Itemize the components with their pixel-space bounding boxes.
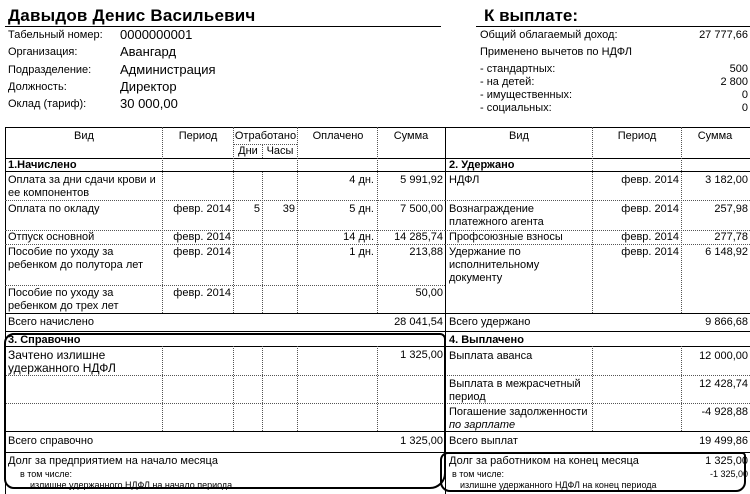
company-debt-label: Долг за предприятием на начало месяца: [8, 455, 218, 467]
totals1-bottom-border: [5, 331, 750, 332]
worked-header-divider: [234, 144, 297, 145]
company-debt-sub-detail: излишне удержанного НДФЛ на начало периода: [30, 480, 233, 490]
col-sep-days: [262, 171, 263, 313]
accrued-row-paid: 14 дн.: [343, 231, 374, 243]
withheld-row-kind: Вознаграждение платежного агента: [449, 203, 544, 228]
withheld-total-label: Всего удержано: [449, 316, 531, 328]
section-accrued-title: 1.Начислено: [8, 159, 77, 171]
company-debt-sub: в том числе:: [20, 469, 72, 479]
paid-row-sum: 12 428,74: [699, 378, 748, 390]
accrued-total-label: Всего начислено: [8, 316, 94, 328]
field-label-salary: Оклад (тариф):: [8, 98, 87, 110]
withheld-row-period: февр. 2014: [621, 246, 679, 258]
withheld-row-period: февр. 2014: [621, 231, 679, 243]
field-value-org: Авангард: [120, 44, 177, 59]
accrued-row-paid: 1 дн.: [349, 246, 374, 258]
paid-row-sum: -4 928,88: [701, 406, 748, 418]
withheld-row-kind: Профсоюзные взносы: [449, 231, 563, 243]
section1-title-border: [5, 171, 750, 172]
withheld-row-sum: 6 148,92: [705, 246, 748, 258]
section-paid-title: 4. Выплачено: [449, 334, 524, 346]
accrued-row-paid: 4 дн.: [349, 174, 374, 186]
reference-total-label: Всего справочно: [8, 435, 94, 447]
paid-row-kind-sub: по зарплате: [449, 419, 516, 431]
paid-row-sum: 12 000,00: [699, 350, 748, 362]
col-sep-sum-right: [681, 127, 682, 313]
col-sep-period-right: [592, 127, 593, 313]
withheld-row-kind: Удержание по исполнительному документу: [449, 246, 540, 284]
field-value-position: Директор: [120, 79, 177, 94]
reference-row-sum: 1 325,00: [400, 349, 443, 361]
row-divider: [5, 200, 445, 201]
header-sum-right: Сумма: [697, 130, 733, 142]
withheld-row-period: февр. 2014: [621, 174, 679, 186]
section-withheld-title: 2. Удержано: [449, 159, 515, 171]
paid-row-kind: Выплата аванса: [449, 350, 533, 362]
accrued-row-period: февр. 2014: [173, 203, 231, 215]
accrued-row-kind: Оплата по окладу: [8, 203, 100, 215]
field-label-org: Организация:: [8, 46, 78, 58]
accrued-row-sum: 14 285,74: [394, 231, 443, 243]
field-value-dept: Администрация: [120, 62, 216, 77]
field-label-position: Должность:: [8, 81, 67, 93]
withheld-total-value: 9 866,68: [705, 316, 748, 328]
withheld-row-sum: 277,78: [714, 231, 748, 243]
accrued-row-kind: Оплата за дни сдачи крови и ее компонентов: [8, 174, 156, 199]
header-paid: Оплачено: [312, 130, 364, 142]
header-worked: Отработано: [234, 130, 297, 142]
paid-row-kind: Выплата в межрасчетный период: [449, 378, 581, 403]
withheld-row-period: февр. 2014: [621, 203, 679, 215]
row-divider: [445, 200, 750, 201]
deduction-standard-label: - стандартных:: [480, 63, 556, 75]
accrued-row-sum: 50,00: [415, 287, 443, 299]
totals1-border: [5, 313, 750, 314]
row-divider: [445, 375, 750, 376]
accrued-row-period: февр. 2014: [173, 246, 231, 258]
row-divider: [5, 285, 445, 286]
employee-debt-label: Долг за работником на конец месяца: [449, 455, 639, 467]
accrued-row-sum: 213,88: [409, 246, 443, 258]
highlight-employee-debt: [440, 452, 746, 492]
col-sep-period-right: [592, 346, 593, 431]
name-underline: [5, 26, 441, 27]
reference-total-value: 1 325,00: [400, 435, 443, 447]
deduction-social-label: - социальных:: [480, 102, 552, 114]
header-period-right: Период: [617, 130, 657, 142]
accrued-row-hours: 39: [282, 203, 295, 215]
reference-row-kind: Зачтено излишне удержанного НДФЛ: [8, 348, 116, 375]
withheld-row-sum: 257,98: [714, 203, 748, 215]
field-label-tabnum: Табельный номер:: [8, 29, 103, 41]
paid-row-kind: Погашение задолженности: [449, 406, 588, 418]
employee-debt-sub: в том числе:: [452, 469, 504, 479]
accrued-row-sum: 5 991,92: [400, 174, 443, 186]
taxable-value: 27 777,66: [699, 29, 748, 41]
row-divider: [445, 244, 750, 245]
accrued-row-period: февр. 2014: [173, 287, 231, 299]
paid-total-value: 19 499,86: [699, 435, 748, 447]
field-label-dept: Подразделение:: [8, 64, 92, 76]
header-sum: Сумма: [393, 130, 429, 142]
employee-debt-value: 1 325,00: [705, 455, 748, 467]
employee-debt-sub-value: -1 325,00: [709, 469, 748, 479]
header-period: Период: [178, 130, 218, 142]
deduction-property-label: - имущественных:: [480, 89, 573, 101]
accrued-row-paid: 5 дн.: [349, 203, 374, 215]
worked-days-divider: [262, 144, 263, 158]
field-value-salary: 30 000,00: [120, 96, 178, 111]
deduction-social-value: 0: [741, 102, 748, 114]
header-kind-right: Вид: [509, 130, 529, 142]
accrued-row-kind: Пособие по уходу за ребенком до трех лет: [8, 287, 119, 312]
deduction-property-value: 0: [741, 89, 748, 101]
header-days: Дни: [238, 145, 258, 157]
field-value-tabnum: 0000000001: [120, 27, 193, 42]
deduction-children-value: 2 800: [720, 76, 748, 88]
withheld-row-sum: 3 182,00: [705, 174, 748, 186]
taxable-label: Общий облагаемый доход:: [480, 29, 618, 41]
deductions-title: Применено вычетов по НДФЛ: [480, 46, 632, 58]
deduction-standard-value: 500: [729, 63, 748, 75]
accrued-row-sum: 7 500,00: [400, 203, 443, 215]
accrued-row-kind: Пособие по уходу за ребенком до полутора лет: [8, 246, 144, 271]
employee-debt-sub-detail: излишне удержанного НДФЛ на конец периода: [460, 480, 657, 490]
deduction-children-label: - на детей:: [480, 76, 535, 88]
payout-underline: [476, 26, 750, 27]
accrued-total-value: 28 041,54: [394, 316, 443, 328]
row-divider: [5, 244, 445, 245]
section-reference-title: 3. Справочно: [8, 334, 81, 346]
accrued-row-days: 5: [253, 203, 260, 215]
employee-name: Давыдов Денис Васильевич: [8, 6, 256, 25]
highlight-reference-section: [4, 333, 446, 489]
accrued-row-period: февр. 2014: [173, 231, 231, 243]
payout-title: К выплате:: [484, 6, 579, 25]
header-hours: Часы: [266, 145, 294, 157]
accrued-row-kind: Отпуск основной: [8, 231, 95, 243]
header-kind: Вид: [74, 130, 94, 142]
paid-total-label: Всего выплат: [449, 435, 518, 447]
withheld-row-kind: НДФЛ: [449, 174, 480, 186]
